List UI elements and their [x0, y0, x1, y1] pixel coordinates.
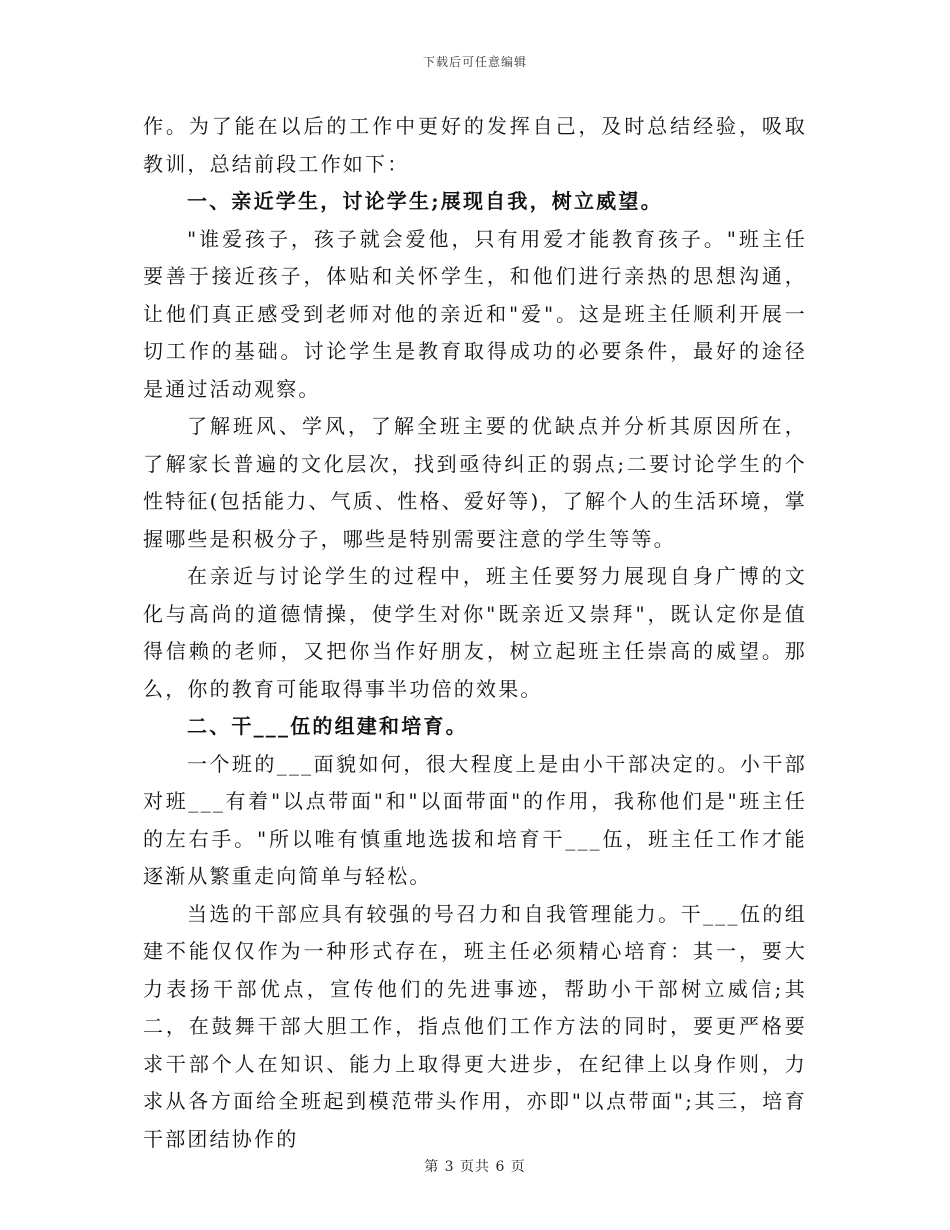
- paragraph: 当选的干部应具有较强的号召力和自我管理能力。干___伍的组建不能仅仅作为一种形式存在，班主任必须精心培育：其一，要大力表扬干部优点，宣传他们的先进事迹，帮助小干部树立威信;其二，在鼓舞干部大胆工作，指点他们工作方法的同时，要更严格要求干部个人在知识、能力上取得更大进步，在纪律上以身作则，力求从各方面给全班起到模范带头作用，亦即"以点带面";其三，培育干部团结协作的: [143, 901, 807, 1151]
- document-body: [143, 108, 807, 1158]
- paragraph: 了解班风、学风，了解全班主要的优缺点并分析其原因所在，了解家长普遍的文化层次，找到亟待纠正的弱点;二要讨论学生的个性特征(包括能力、气质、性格、爱好等)，了解个人的生活环境，掌握哪些是积极分子，哪些是特别需要注意的学生等等。: [143, 414, 807, 551]
- paragraph-continuation: 作。为了能在以后的工作中更好的发挥自己，及时总结经验，吸取教训，总结前段工作如下：: [143, 114, 807, 176]
- section-heading-1: 一、亲近学生，讨论学生;展现自我，树立威望。: [187, 189, 663, 213]
- paragraph: 在亲近与讨论学生的过程中，班主任要努力展现自身广博的文化与高尚的道德情操，使学生对你"既亲近又崇拜"，既认定你是值得信赖的老师，又把你当作好朋友，树立起班主任崇高的威望。那么，你的教育可能取得事半功倍的效果。: [143, 564, 807, 701]
- page-number-footer: 第 3 页共 6 页: [424, 1159, 526, 1175]
- paragraph: "谁爱孩子，孩子就会爱他，只有用爱才能教育孩子。"班主任要善于接近孩子，体贴和关怀学生，和他们进行亲热的思想沟通，让他们真正感受到老师对他的亲近和"爱"。这是班主任顺利开展一切工作的基础。讨论学生是教育取得成功的必要条件，最好的途径是通过活动观察。: [143, 226, 807, 401]
- paragraph: 一个班的___面貌如何，很大程度上是由小干部决定的。小干部对班___有着"以点带面"和"以面带面"的作用，我称他们是"班主任的左右手。"所以唯有慎重地选拔和培育干___伍，班主任工作才能逐渐从繁重走向简单与轻松。: [143, 751, 807, 888]
- page-header: 下载后可任意编辑: [422, 55, 527, 69]
- section-heading-2: 二、干___伍的组建和培育。: [187, 714, 468, 738]
